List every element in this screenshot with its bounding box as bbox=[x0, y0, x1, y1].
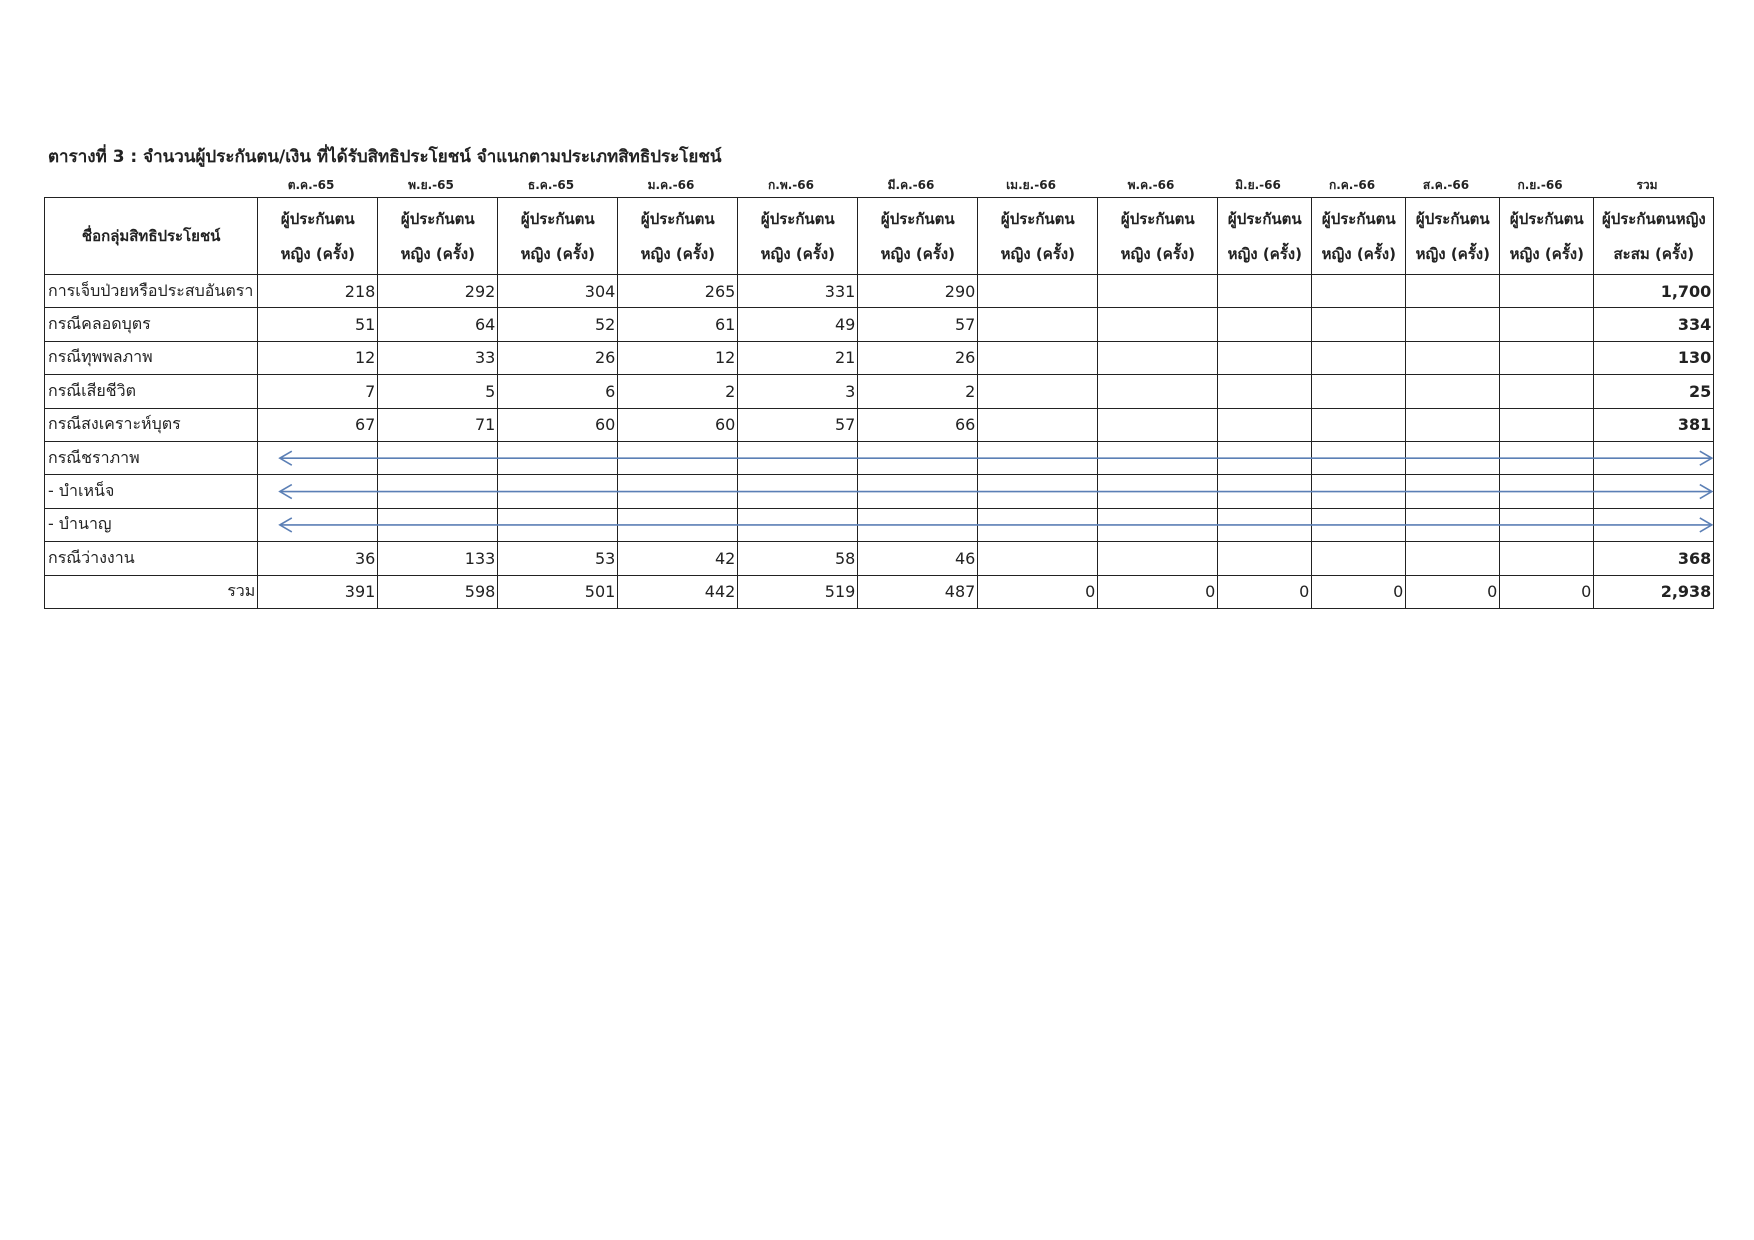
column-header: ผู้ประกันตน หญิง (ครั้ง) bbox=[378, 198, 498, 275]
value-cell: 265 bbox=[618, 275, 738, 308]
row-label: - บำเหน็จ bbox=[45, 475, 258, 508]
value-cell bbox=[1218, 275, 1312, 308]
total-cell: 130 bbox=[1594, 341, 1714, 374]
value-cell bbox=[1098, 508, 1218, 541]
column-header: ผู้ประกันตน หญิง (ครั้ง) bbox=[1218, 198, 1312, 275]
month-label: ก.พ.-66 bbox=[768, 178, 814, 192]
value-cell: 0 bbox=[1218, 575, 1312, 608]
value-cell bbox=[1312, 275, 1406, 308]
month-label: เม.ย.-66 bbox=[1006, 178, 1056, 192]
row-label: กรณีเสียชีวิต bbox=[45, 375, 258, 408]
value-cell bbox=[618, 441, 738, 474]
value-cell bbox=[978, 341, 1098, 374]
month-label: ก.ค.-66 bbox=[1328, 178, 1376, 192]
total-cell bbox=[1594, 441, 1714, 474]
value-cell: 487 bbox=[858, 575, 978, 608]
value-cell: 12 bbox=[618, 341, 738, 374]
column-header: ผู้ประกันตน หญิง (ครั้ง) bbox=[1500, 198, 1594, 275]
value-cell bbox=[378, 441, 498, 474]
value-cell: 46 bbox=[858, 542, 978, 575]
value-cell bbox=[1218, 408, 1312, 441]
value-cell bbox=[858, 475, 978, 508]
value-cell: 0 bbox=[1312, 575, 1406, 608]
total-cell bbox=[1594, 475, 1714, 508]
value-cell bbox=[978, 375, 1098, 408]
value-cell: 391 bbox=[258, 575, 378, 608]
value-cell bbox=[1500, 441, 1594, 474]
value-cell: 0 bbox=[1406, 575, 1500, 608]
value-cell bbox=[1218, 508, 1312, 541]
value-cell: 0 bbox=[1098, 575, 1218, 608]
value-cell: 133 bbox=[378, 542, 498, 575]
value-cell: 58 bbox=[738, 542, 858, 575]
value-cell bbox=[1406, 441, 1500, 474]
value-cell bbox=[258, 508, 378, 541]
value-cell bbox=[378, 475, 498, 508]
value-cell: 33 bbox=[378, 341, 498, 374]
value-cell bbox=[1098, 275, 1218, 308]
value-cell bbox=[618, 508, 738, 541]
value-cell bbox=[1406, 542, 1500, 575]
value-cell bbox=[1500, 542, 1594, 575]
value-cell bbox=[1406, 508, 1500, 541]
value-cell bbox=[1098, 408, 1218, 441]
value-cell: 12 bbox=[258, 341, 378, 374]
value-cell: 7 bbox=[258, 375, 378, 408]
value-cell bbox=[978, 542, 1098, 575]
value-cell: 0 bbox=[1500, 575, 1594, 608]
value-cell bbox=[1218, 542, 1312, 575]
table-row bbox=[45, 542, 1714, 575]
total-column-header: ผู้ประกันตนหญิง สะสม (ครั้ง) bbox=[1594, 198, 1714, 275]
value-cell: 64 bbox=[378, 308, 498, 341]
value-cell: 60 bbox=[498, 408, 618, 441]
table-row bbox=[45, 441, 1714, 474]
value-cell bbox=[1406, 275, 1500, 308]
value-cell bbox=[858, 508, 978, 541]
value-cell bbox=[1406, 475, 1500, 508]
value-cell bbox=[1098, 441, 1218, 474]
value-cell bbox=[978, 275, 1098, 308]
month-label: รวม bbox=[1636, 178, 1658, 192]
value-cell: 2 bbox=[618, 375, 738, 408]
table-row bbox=[45, 408, 1714, 441]
column-header: ผู้ประกันตน หญิง (ครั้ง) bbox=[1406, 198, 1500, 275]
value-cell: 26 bbox=[498, 341, 618, 374]
total-cell bbox=[1594, 508, 1714, 541]
row-label: กรณีทุพพลภาพ bbox=[45, 341, 258, 374]
value-cell bbox=[1312, 542, 1406, 575]
value-cell bbox=[1312, 375, 1406, 408]
row-label: - บำนาญ bbox=[45, 508, 258, 541]
table-row bbox=[45, 475, 1714, 508]
value-cell: 598 bbox=[378, 575, 498, 608]
value-cell: 61 bbox=[618, 308, 738, 341]
value-cell: 60 bbox=[618, 408, 738, 441]
value-cell bbox=[1098, 475, 1218, 508]
table-row bbox=[45, 308, 1714, 341]
value-cell: 2 bbox=[858, 375, 978, 408]
table-header-row bbox=[45, 198, 1714, 275]
value-cell: 3 bbox=[738, 375, 858, 408]
value-cell bbox=[978, 408, 1098, 441]
value-cell bbox=[1098, 542, 1218, 575]
value-cell bbox=[1312, 475, 1406, 508]
row-label: กรณีว่างงาน bbox=[45, 542, 258, 575]
value-cell bbox=[1500, 508, 1594, 541]
month-header-row bbox=[44, 176, 1714, 196]
value-cell bbox=[1406, 408, 1500, 441]
value-cell bbox=[1218, 341, 1312, 374]
value-cell bbox=[1312, 341, 1406, 374]
value-cell bbox=[1500, 341, 1594, 374]
value-cell: 331 bbox=[738, 275, 858, 308]
value-cell bbox=[498, 441, 618, 474]
column-header: ผู้ประกันตน หญิง (ครั้ง) bbox=[1098, 198, 1218, 275]
table-row bbox=[45, 341, 1714, 374]
row-label: การเจ็บป่วยหรือประสบอันตรา bbox=[45, 275, 258, 308]
total-cell: 25 bbox=[1594, 375, 1714, 408]
month-label: พ.ย.-65 bbox=[408, 178, 454, 192]
value-cell: 304 bbox=[498, 275, 618, 308]
value-cell bbox=[978, 308, 1098, 341]
month-label: ก.ย.-66 bbox=[1517, 178, 1563, 192]
total-row bbox=[45, 575, 1714, 608]
value-cell bbox=[1098, 308, 1218, 341]
month-label: มิ.ย.-66 bbox=[1235, 178, 1281, 192]
value-cell bbox=[1312, 441, 1406, 474]
value-cell: 67 bbox=[258, 408, 378, 441]
column-header: ผู้ประกันตน หญิง (ครั้ง) bbox=[978, 198, 1098, 275]
value-cell bbox=[258, 475, 378, 508]
month-label: ต.ค.-65 bbox=[287, 178, 335, 192]
value-cell bbox=[378, 508, 498, 541]
value-cell bbox=[1218, 441, 1312, 474]
value-cell: 66 bbox=[858, 408, 978, 441]
row-label: กรณีคลอดบุตร bbox=[45, 308, 258, 341]
value-cell: 290 bbox=[858, 275, 978, 308]
column-header: ผู้ประกันตน หญิง (ครั้ง) bbox=[858, 198, 978, 275]
month-label: ธ.ค.-65 bbox=[527, 178, 575, 192]
benefits-table bbox=[44, 197, 1714, 609]
row-label: กรณีสงเคราะห์บุตร bbox=[45, 408, 258, 441]
value-cell: 57 bbox=[858, 308, 978, 341]
value-cell: 5 bbox=[378, 375, 498, 408]
value-cell bbox=[1406, 375, 1500, 408]
total-cell: 381 bbox=[1594, 408, 1714, 441]
value-cell: 21 bbox=[738, 341, 858, 374]
value-cell: 292 bbox=[378, 275, 498, 308]
group-name-header: ชื่อกลุ่มสิทธิประโยชน์ bbox=[45, 198, 258, 275]
value-cell bbox=[1098, 341, 1218, 374]
column-header: ผู้ประกันตน หญิง (ครั้ง) bbox=[1312, 198, 1406, 275]
value-cell: 442 bbox=[618, 575, 738, 608]
month-label: ส.ค.-66 bbox=[1422, 178, 1470, 192]
value-cell bbox=[1500, 375, 1594, 408]
value-cell: 501 bbox=[498, 575, 618, 608]
total-cell: 2,938 bbox=[1594, 575, 1714, 608]
value-cell: 71 bbox=[378, 408, 498, 441]
value-cell bbox=[1500, 408, 1594, 441]
table-row bbox=[45, 275, 1714, 308]
value-cell bbox=[978, 475, 1098, 508]
value-cell: 49 bbox=[738, 308, 858, 341]
month-label: ม.ค.-66 bbox=[647, 178, 695, 192]
value-cell bbox=[858, 441, 978, 474]
value-cell bbox=[1218, 375, 1312, 408]
value-cell bbox=[738, 475, 858, 508]
value-cell bbox=[738, 508, 858, 541]
value-cell bbox=[498, 475, 618, 508]
value-cell bbox=[1500, 475, 1594, 508]
total-cell: 334 bbox=[1594, 308, 1714, 341]
value-cell: 218 bbox=[258, 275, 378, 308]
value-cell: 53 bbox=[498, 542, 618, 575]
value-cell: 52 bbox=[498, 308, 618, 341]
value-cell: 26 bbox=[858, 341, 978, 374]
value-cell bbox=[1218, 475, 1312, 508]
value-cell: 51 bbox=[258, 308, 378, 341]
column-header: ผู้ประกันตน หญิง (ครั้ง) bbox=[618, 198, 738, 275]
value-cell bbox=[978, 508, 1098, 541]
value-cell bbox=[618, 475, 738, 508]
value-cell bbox=[1406, 341, 1500, 374]
value-cell: 57 bbox=[738, 408, 858, 441]
value-cell: 42 bbox=[618, 542, 738, 575]
value-cell: 6 bbox=[498, 375, 618, 408]
total-cell: 1,700 bbox=[1594, 275, 1714, 308]
month-label: มี.ค.-66 bbox=[887, 178, 935, 192]
month-label: พ.ค.-66 bbox=[1127, 178, 1175, 192]
value-cell bbox=[1312, 308, 1406, 341]
value-cell: 36 bbox=[258, 542, 378, 575]
column-header: ผู้ประกันตน หญิง (ครั้ง) bbox=[738, 198, 858, 275]
total-cell: 368 bbox=[1594, 542, 1714, 575]
value-cell bbox=[1098, 375, 1218, 408]
table-title: ตารางที่ 3 : จำนวนผู้ประกันตน/เงิน ที่ได้รับสิทธิประโยชน์ จำแนกตามประเภทสิทธิประโยชน์ bbox=[48, 147, 722, 167]
value-cell: 0 bbox=[978, 575, 1098, 608]
value-cell bbox=[1218, 308, 1312, 341]
value-cell bbox=[498, 508, 618, 541]
column-header: ผู้ประกันตน หญิง (ครั้ง) bbox=[498, 198, 618, 275]
value-cell bbox=[258, 441, 378, 474]
value-cell bbox=[1406, 308, 1500, 341]
table-row bbox=[45, 375, 1714, 408]
value-cell bbox=[1312, 408, 1406, 441]
table-row bbox=[45, 508, 1714, 541]
value-cell bbox=[738, 441, 858, 474]
value-cell bbox=[1500, 308, 1594, 341]
value-cell bbox=[1312, 508, 1406, 541]
row-label: กรณีชราภาพ bbox=[45, 441, 258, 474]
column-header: ผู้ประกันตน หญิง (ครั้ง) bbox=[258, 198, 378, 275]
value-cell: 519 bbox=[738, 575, 858, 608]
value-cell bbox=[978, 441, 1098, 474]
value-cell bbox=[1500, 275, 1594, 308]
row-label: รวม bbox=[45, 575, 258, 608]
